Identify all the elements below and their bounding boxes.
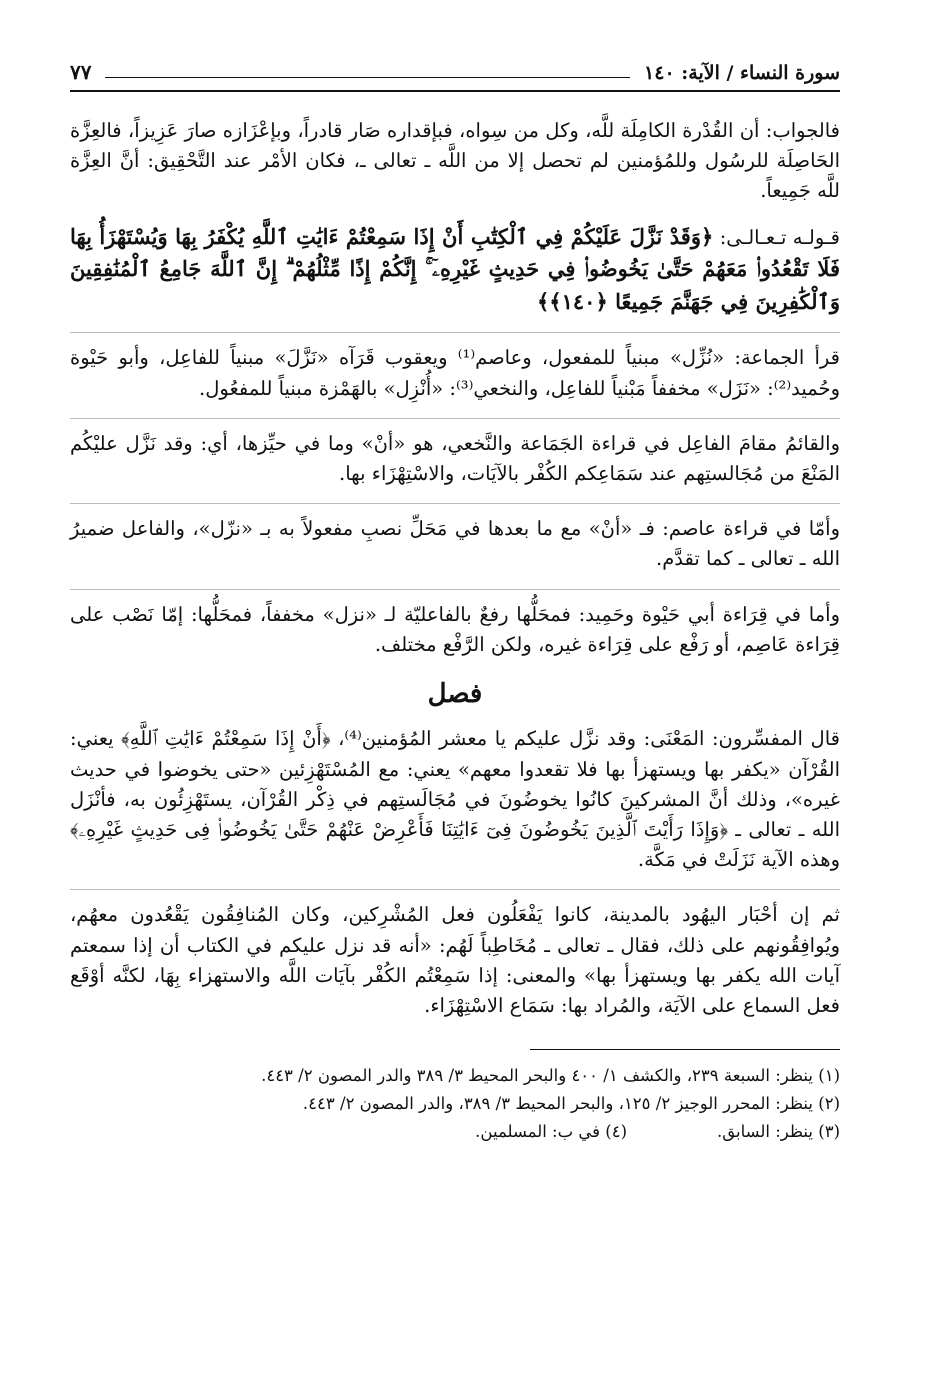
medina-block — [70, 889, 840, 1021]
readings-paragraph: قرأ الجماعة: «نُزِّل» مبنياً للمفعول، وعاصم⁽¹⁾ ويعقوب قَرَآه «نَزَّلَ» مبنياً للفاعِل، وأبو حَيْوة وحُميد⁽²⁾: «نَزَل» مخففاً مَبْنياً للفاعِل، والنخعي⁽³⁾: «أُنْزِل» بالهَمْزة مبنياً للمفعُول. — [70, 346, 840, 400]
footnotes — [70, 1062, 840, 1146]
footnote-row — [70, 1118, 840, 1146]
main-text — [70, 116, 840, 1021]
footnote-1: (١) ينظر: السبعة ٢٣٩، والكشف ١/ ٤٠٠ والبحر المحيط ٣/ ٣٨٩ والدر المصون ٢/ ٤٤٣. — [261, 1066, 840, 1086]
footnote-3: (٣) ينظر: السابق. — [717, 1122, 840, 1142]
footnote-4: (٤) في ب: المسلمين. — [475, 1122, 628, 1142]
verse-paragraph — [70, 221, 840, 319]
page-header — [70, 40, 840, 92]
medina-paragraph: ثم إن أحْبَار اليهُود بالمدينة، كانوا يَفْعَلُون فعل المُشْرِكين، وكان المُنافِقُون يَقْعُدون معهُم، ويُوافِقُونهم على ذلك، فقال ـ تعالى ـ مُخَاطِباً لَهُم: «أنه قد نزل عليكم في الكتاب أن إذا سمعتم آيات الله يكفر بها ويستهزأ بها» والمعنى: إذا سَمِعْتُم الكُفْر بآيَات اللَّه والاستهزاء بِهَا، لكنَّه أوْقَع فعل السماع على الآيَة، والمُراد بها: سَمَاع الاسْتِهْزَاء. — [70, 903, 840, 1018]
header-rule — [105, 77, 630, 78]
footnote-2: (٢) ينظر: المحرر الوجيز ٢/ ١٢٥، والبحر المحيط ٣/ ٣٨٩، والدر المصون ٢/ ٤٤٣. — [302, 1094, 840, 1114]
commentators-block — [70, 724, 840, 875]
asim-paragraph: وأمّا في قراءة عاصم: فـ «أنْ» مع ما بعدها في مَحَلِّ نصبِ مفعولاً به بـ «نزّل»، والفاعل ضميرُ الله ـ تعالى ـ كما تقدَّم. — [70, 517, 840, 571]
verse-block — [70, 221, 840, 319]
page-number: ٧٧ — [70, 60, 92, 84]
abu-haywa-block — [70, 589, 840, 660]
running-title: سورة النساء / الآية: ١٤٠ — [644, 62, 840, 84]
footnote-divider — [530, 1049, 840, 1050]
readings-block — [70, 332, 840, 403]
commentators-paragraph: قال المفسِّرون: المَعْنَى: وقد نزَّل عليكم يا معشر المُؤمنين⁽⁴⁾، ﴿أَنْ إِذَا سَمِعْتُمْ ءَايَٰتِ ٱللَّهِ﴾ يعني: القُرْآن «يكفر بها ويستهزأ بها فلا تقعدوا معهم» يعني: مع المُسْتَهْزِئين «حتى يخوضوا في حديث غيره»، وذلك أنَّ المشركينَ كانُوا يخوضُونَ في مُجَالَستِهم في ذِكْر القُرْآن، يستَهْزِئُون به، فأنْزَل الله ـ تعالى ـ ﴿وَإِذَا رَأَيْتَ ٱلَّذِينَ يَخُوضُونَ فِىٓ ءَايَٰتِنَا فَأَعْرِضْ عَنْهُمْ حَتَّىٰ يَخُوضُوا۟ فِى حَدِيثٍ غَيْرِهِۦ﴾ وهذه الآية نَزَلَتْ في مَكَّة. — [70, 727, 840, 872]
page — [70, 40, 840, 1146]
abu-haywa-paragraph: وأما في قِرَاءة أبي حَيْوة وحَمِيد: فمحَلُّها رفعٌ بالفاعليّة لـ «نزل» مخففاً، فمحَلُّها: إمّا نَصْب على قِرَاءة عَاصِم، أو رَفْع على قِرَاءة غيره، ولكن الرَّفْع مختلف. — [70, 602, 840, 656]
answer-block — [70, 116, 840, 207]
subject-paragraph: والقائمُ مقامَ الفاعِل في قراءة الجَمَاعة والنَّخعي، هو «أنْ» وما في حيِّزها، أي: وقد نَزَّل عليْكُم المَنْعَ من مُجَالستِهم عند سَمَاعِكم الكُفْر بالآيَات، والاسْتِهْزَاء بها. — [70, 431, 840, 485]
quran-verse: ﴿وَقَدْ نَزَّلَ عَلَيْكُمْ فِي ٱلْكِتَٰبِ أَنْ إِذَا سَمِعْتُمْ ءَايَٰتِ ٱللَّهِ يُكْفَرُ بِهَا وَيُسْتَهْزَأُ بِهَا فَلَا تَقْعُدُوا۟ مَعَهُمْ حَتَّىٰ يَخُوضُوا۟ فِي حَدِيثٍ غَيْرِهِۦٓ ۚ إِنَّكُمْ إِذًا مِّثْلُهُمْ ۗ إِنَّ ٱللَّهَ جَامِعُ ٱلْمُنَٰفِقِينَ وَٱلْكَٰفِرِينَ فِي جَهَنَّمَ جَمِيعًا ﴿١٤٠﴾﴾ — [70, 223, 840, 314]
asim-block — [70, 503, 840, 574]
subject-block — [70, 418, 840, 489]
answer-paragraph: فالجواب: أن القُدْرة الكامِلَة للَّه، وكل من سِواه، فبإقداره صَار قادراً، وبإعْزَازه صارَ عَزِيزاً، فالعِزَّة الحَاصِلَة للرسُول وللمُؤمنين لم تحصل إلا من اللَّه ـ تعالى ـ، فكان الأمْر عند التَّحْقِيق: أنَّ العِزَّة للَّه جَمِيعاً. — [70, 119, 840, 203]
verse-intro: قـولـه تـعـالـى: — [719, 225, 840, 249]
section-title: فصل — [427, 679, 483, 710]
